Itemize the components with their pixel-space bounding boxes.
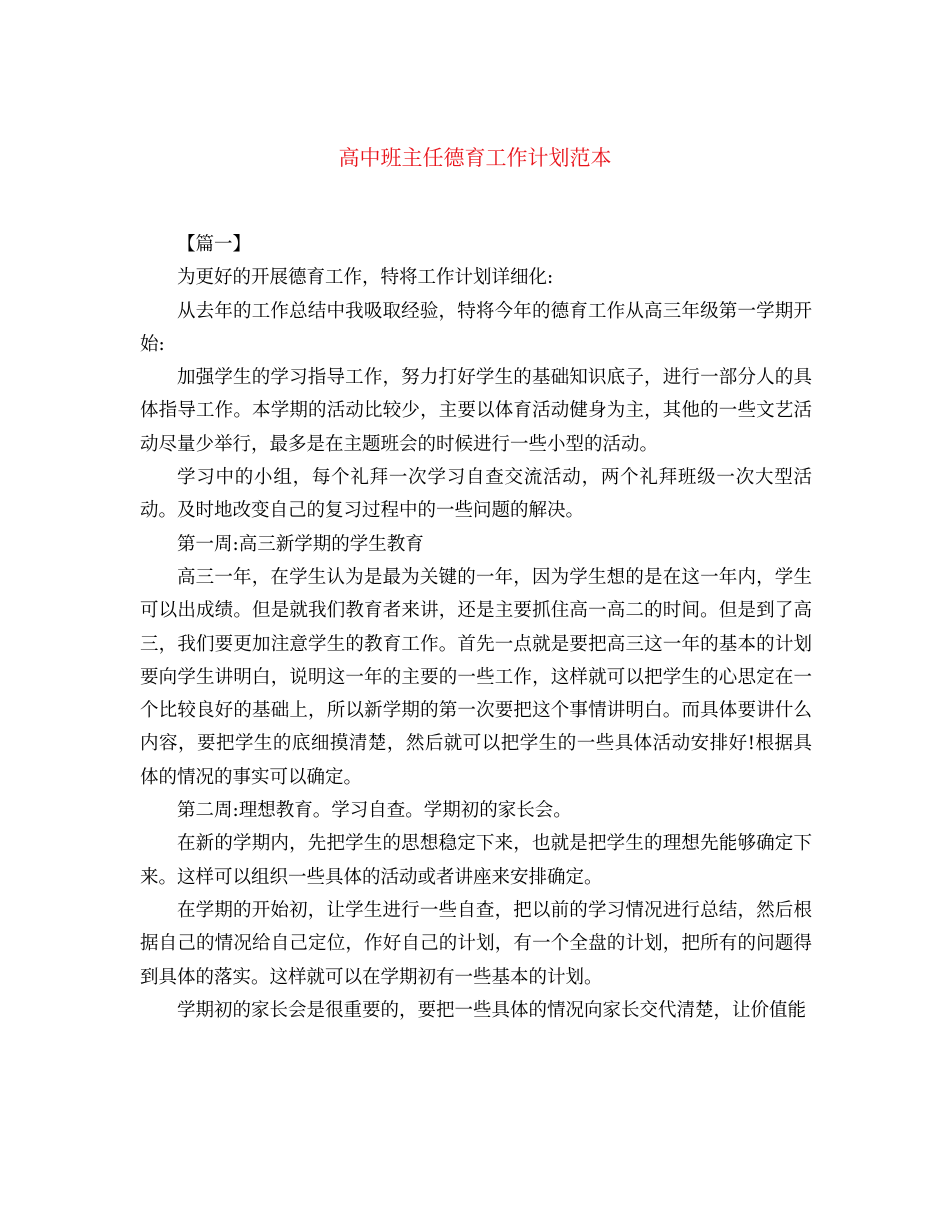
paragraph: 学习中的小组，每个礼拜一次学习自查交流活动，两个礼拜班级一次大型活动。及时地改变自己的复习过程中的一些问题的解决。 <box>140 467 812 522</box>
paragraph: 从去年的工作总结中我吸取经验，特将今年的德育工作从高三年级第一学期开始: <box>140 300 812 355</box>
paragraph-heading-week-2: 第二周:理想教育。学习自查。学期初的家长会。 <box>177 800 572 822</box>
document-body <box>140 228 812 1027</box>
section-label: 【篇一】 <box>177 234 252 255</box>
paragraph: 学期初的家长会是很重要的，要把一些具体的情况向家长交代清楚，让价值能 <box>177 999 807 1021</box>
paragraph: 高三一年，在学生认为是最为关键的一年，因为学生想的是在这一年内，学生可以出成绩。但是就我们教育者来讲，还是主要抓住高一高二的时间。但是到了高三，我们要更加注意学生的教育工作。首先一点就是要把高三这一年的基本的计划要向学生讲明白，说明这一年的主要的一些工作，这样就可以把学生的心思定在一个比较良好的基础上，所以新学期的第一次要把这个事情讲明白。而具体要讲什么内容，要把学生的底细摸清楚，然后就可以把学生的一些具体活动安排好!根据具体的情况的事实可以确定。 <box>140 566 812 788</box>
paragraph: 加强学生的学习指导工作，努力打好学生的基础知识底子，进行一部分人的具体指导工作。本学期的活动比较少，主要以体育活动健身为主，其他的一些文艺活动尽量少举行，最多是在主题班会的时候进行一些小型的活动。 <box>140 367 812 455</box>
document-title: 高中班主任德育工作计划范本 <box>338 146 612 170</box>
paragraph: 在学期的开始初，让学生进行一些自查，把以前的学习情况进行总结，然后根据自己的情况给自己定位，作好自己的计划，有一个全盘的计划，把所有的问题得到具体的落实。这样就可以在学期初有一些基本的计划。 <box>140 899 812 988</box>
paragraph-heading-week-1: 第一周:高三新学期的学生教育 <box>177 533 424 555</box>
paragraph: 在新的学期内，先把学生的思想稳定下来，也就是把学生的理想先能够确定下来。这样可以组织一些具体的活动或者讲座来安排确定。 <box>140 833 812 888</box>
paragraph: 为更好的开展德育工作，特将工作计划详细化: <box>177 267 554 289</box>
